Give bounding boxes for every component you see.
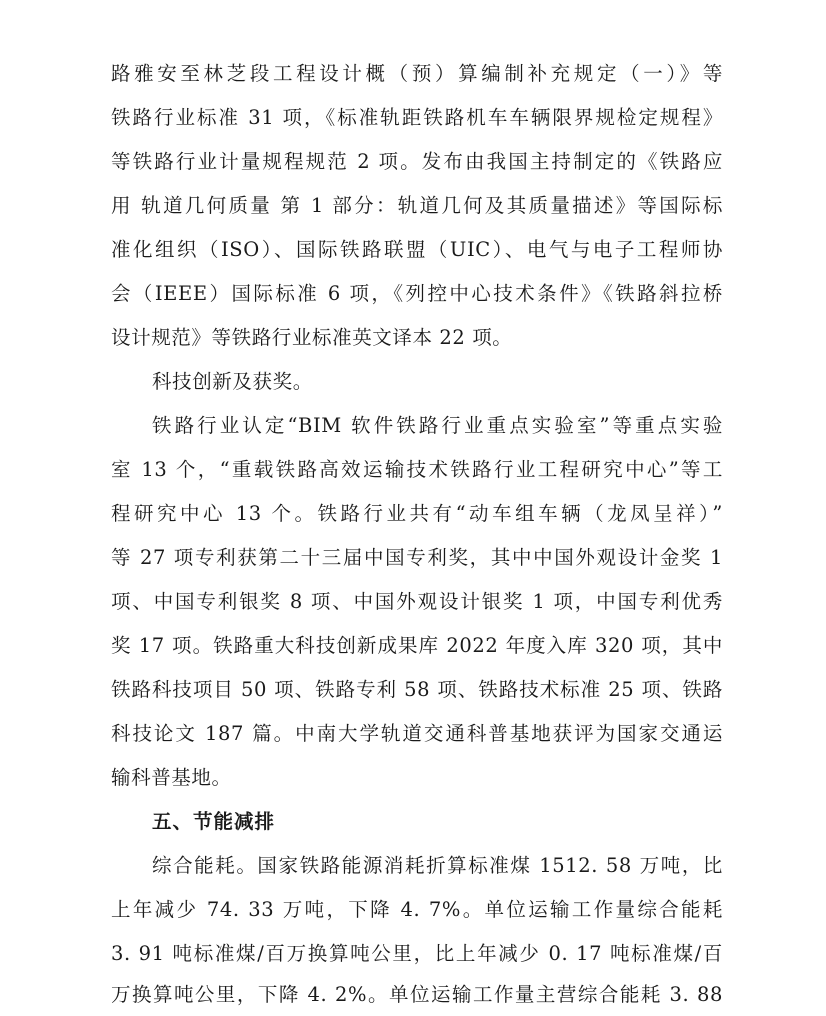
text-line: 万换算吨公里，下降 4. 2%。单位运输工作量主营综合能耗 3. 88: [111, 983, 723, 1006]
section-heading: 五、节能减排: [152, 810, 276, 833]
text-line: 等铁路行业计量规程规范 2 项。发布由我国主持制定的《铁路应: [111, 150, 723, 173]
text-line: 用 轨道几何质量 第 1 部分：轨道几何及其质量描述》等国际标: [111, 194, 723, 217]
text-line: 设计规范》等铁路行业标准英文译本 22 项。: [111, 326, 513, 349]
text-line: 奖 17 项。铁路重大科技创新成果库 2022 年度入库 320 项，其中: [111, 634, 723, 657]
text-line: 程研究中心 13 个。铁路行业共有“动车组车辆（龙凤呈祥）”: [111, 502, 723, 525]
text-line: 铁路行业标准 31 项，《标准轨距铁路机车车辆限界规检定规程》: [111, 106, 723, 129]
text-line: 综合能耗。国家铁路能源消耗折算标准煤 1512. 58 万吨，比: [152, 854, 723, 877]
text-line: 会（IEEE）国际标准 6 项，《列控中心技术条件》《铁路斜拉桥: [111, 282, 723, 305]
text-line: 输科普基地。: [111, 766, 232, 789]
subheading: 科技创新及获奖。: [152, 370, 313, 393]
text-line: 科技论文 187 篇。中南大学轨道交通科普基地获评为国家交通运: [111, 722, 723, 745]
text-line: 等 27 项专利获第二十三届中国专利奖，其中中国外观设计金奖 1: [111, 546, 723, 569]
text-line: 准化组织（ISO）、国际铁路联盟（UIC）、电气与电子工程师协: [111, 238, 723, 261]
text-line: 路雅安至林芝段工程设计概（预）算编制补充规定（一）》等: [111, 62, 723, 85]
text-line: 项、中国专利银奖 8 项、中国外观设计银奖 1 项，中国专利优秀: [111, 590, 723, 613]
text-line: 上年减少 74. 33 万吨，下降 4. 7%。单位运输工作量综合能耗: [111, 898, 723, 921]
text-line: 室 13 个，“重载铁路高效运输技术铁路行业工程研究中心”等工: [111, 458, 723, 481]
text-line: 铁路科技项目 50 项、铁路专利 58 项、铁路技术标准 25 项、铁路: [111, 678, 723, 701]
text-line: 3. 91 吨标准煤/百万换算吨公里，比上年减少 0. 17 吨标准煤/百: [111, 942, 723, 965]
text-line: 铁路行业认定“BIM 软件铁路行业重点实验室”等重点实验: [152, 414, 723, 437]
